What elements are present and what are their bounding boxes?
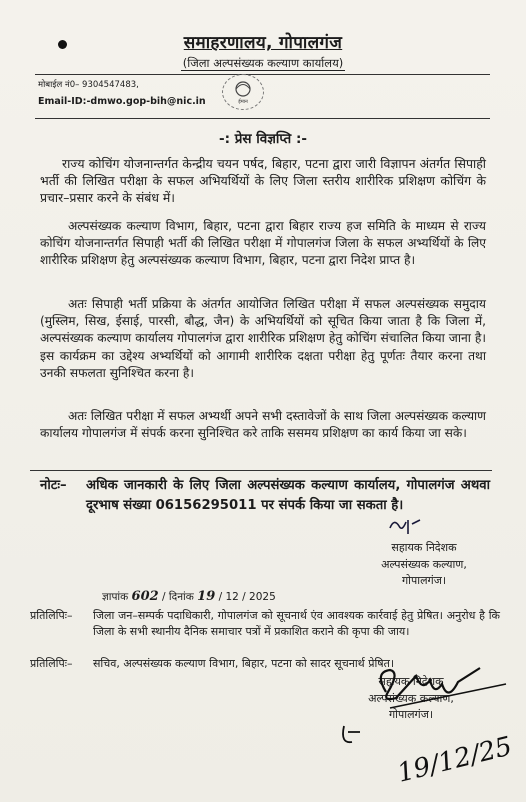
letter-day: 19	[197, 589, 216, 604]
email-id: Email-ID:-dmwo.gop-bih@nic.in	[38, 96, 206, 107]
header-divider	[35, 74, 490, 75]
signatory-department: अल्पसंख्यक कल्याण,	[381, 557, 467, 571]
final-signatory-block: सहायक निदेशक अल्पसंख्यक कल्याण, गोपालगंज।	[368, 675, 454, 721]
signatory-block	[344, 540, 504, 590]
subject-paragraph: राज्य कोचिंग योजनान्तर्गत केन्द्रीय चयन पर्षद, बिहार, पटना द्वारा जारी विज्ञापन अंतर्गत सिपाही भर्ती की लिखित परीक्षा के सफल अभियर्थियों के लिए जिला स्तरीय शारीरिक प्रशिक्षण कोचिंग के प्रचार–प्रसार करने के संबंध में।	[40, 156, 486, 205]
letter-number: 602	[131, 589, 159, 604]
note-divider	[30, 470, 492, 471]
office-subtitle: (जिला अल्पसंख्यक कल्याण कार्यालय)	[182, 56, 344, 70]
note-block	[40, 476, 490, 516]
department-logo-icon	[222, 74, 264, 110]
copy-to-1: प्रतिलिपिः– जिला जन–सम्पर्क पदाधिकारी, गोपालगंज को सूचनार्थ एंव आवश्यक कार्रवाई हेतु प्रेषित। अनुरोध है कि जिला के सभी स्थानीय दैनिक समाचार पत्रों में प्रकाशित कराने की कृपा की जाय।	[30, 609, 500, 638]
signatory-designation: सहायक निदेशक	[391, 541, 457, 554]
handwritten-signature-icon	[330, 662, 520, 802]
mobile-number: मोबाईल नं0– 9304547483,	[38, 80, 139, 90]
note-label: नोटः–	[40, 478, 67, 493]
press-release-title: -: प्रेस विज्ञप्ति :-	[219, 131, 307, 147]
initials-signature-icon	[386, 514, 426, 538]
copy-to-2: प्रतिलिपिः– सचिव, अल्पसंख्यक कल्याण विभाग, बिहार, पटना को सादर सूचनार्थ प्रेषित।	[30, 657, 395, 670]
signatory-location: गोपालगंज।	[401, 574, 447, 587]
body-paragraph-3: अतः लिखित परीक्षा में सफल अभ्यर्थी अपने सभी दस्तावेजों के साथ जिला अल्पसंख्यक कल्याण कार्यालय गोपालगंज में संपर्क करना सुनिश्चित करे ताकि ससमय प्रशिक्षण का कार्य किया जा सके।	[40, 409, 486, 441]
office-title: समाहरणालय, गोपालगंज	[183, 33, 343, 53]
svg-text:ईमान: ईमान	[238, 99, 248, 105]
contact-divider	[35, 118, 490, 119]
letter-reference: ज्ञापांक 602 / दिनांक 19 / 12 / 2025	[102, 589, 276, 604]
handwritten-date: 19/12/25	[394, 731, 516, 789]
body-paragraph-1: अल्पसंख्यक कल्याण विभाग, बिहार, पटना द्वारा बिहार राज्य हज समिति के माध्यम से राज्य कोचिंग योजनान्तर्गत सिपाही भर्ती की लिखित परीक्षा में गोपालगंज जिला के सफल अभ्यर्थियों के लिए शारीरिक प्रशिक्षण हेतु अल्पसंख्यक कल्याण विभाग, बिहार, पटना द्वारा निदेश प्राप्त है।	[40, 219, 486, 268]
note-text: अधिक जानकारी के लिए जिला अल्पसंख्यक कल्याण कार्यालय, गोपालगंज अथवा दूरभाष संख्या 06156295011 पर संपर्क किया जा सकता है।	[86, 478, 490, 513]
body-paragraph-2: अतः सिपाही भर्ती प्रक्रिया के अंतर्गत आयोजित लिखित परीक्षा में सफल अल्पसंख्यक समुदाय (मुस्लिम, सिख, ईसाई, पारसी, बौद्ध, जैन) के अभियर्थियों को सूचित किया जाता है कि जिला में, अल्पसंख्यक कल्याण कार्यालय गोपालगंज द्वारा शारीरिक प्रशिक्षण हेतु कोचिंग संचालित किया जाना है। इस कार्यक्रम का उद्देश्य अभ्यर्थियों को आगामी शारीरिक दक्षता परीक्षा हेतु पूर्णतः तैयार करना तथा उनकी सफलता सुनिश्चित करना है।	[40, 297, 486, 380]
